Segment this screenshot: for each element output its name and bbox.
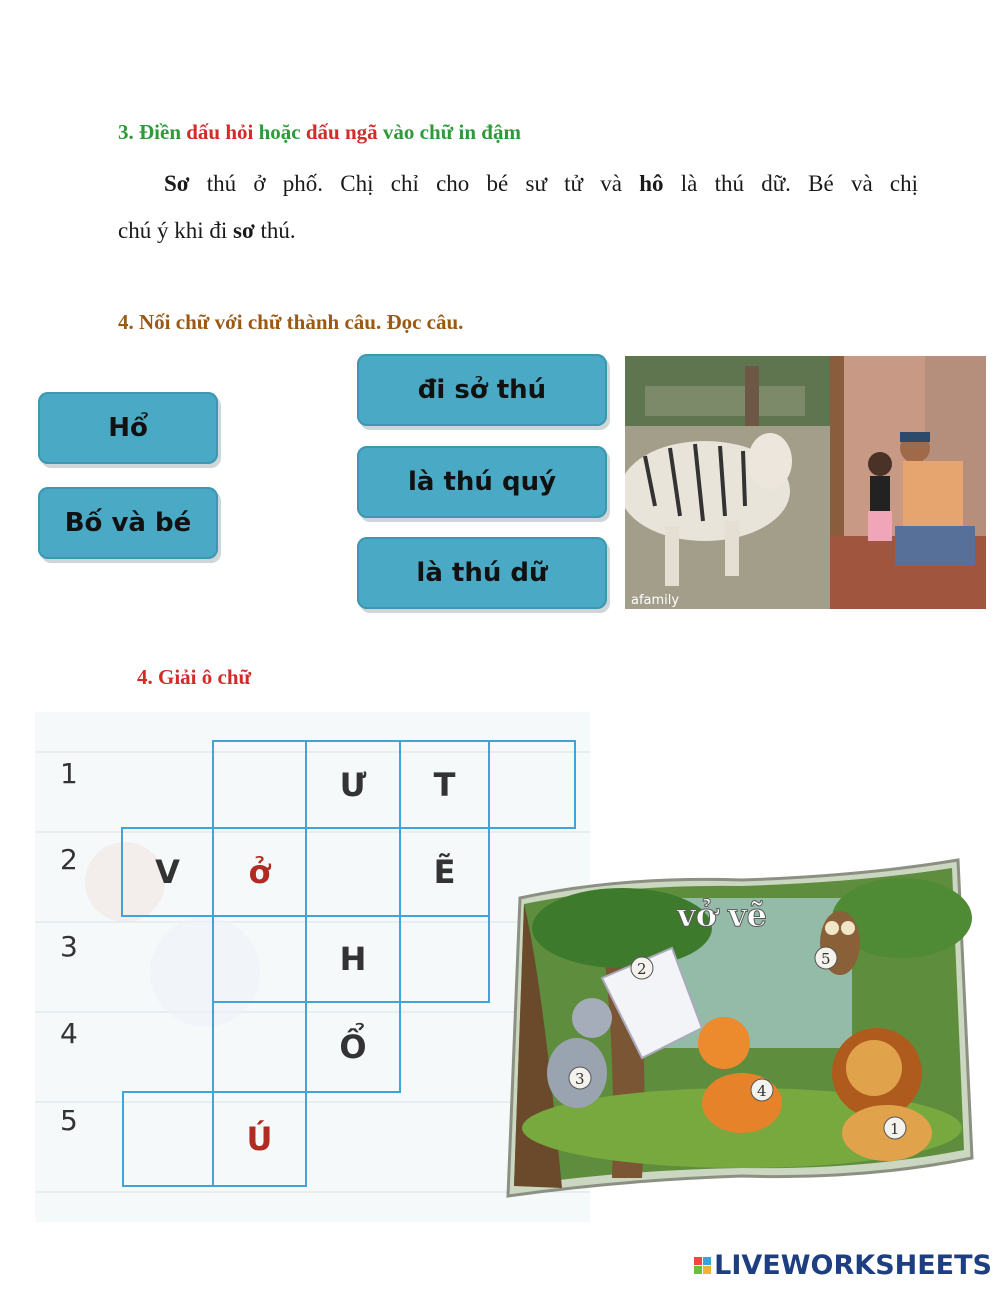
- bold-word[interactable]: Sơ: [164, 171, 190, 196]
- exercise-3-sentence-line2: [118, 208, 296, 254]
- plain-text: thú ở phố. Chị chỉ cho bé sư tử và: [189, 171, 640, 196]
- exercise-3-heading: [118, 120, 521, 145]
- marker-1: 1: [890, 1120, 900, 1138]
- zoo-photo: [625, 356, 986, 609]
- logo-blocks-icon: [694, 1257, 711, 1274]
- row-number-2: 2: [60, 843, 78, 876]
- exercise-4-heading: 4. Nối chữ với chữ thành câu. Đọc câu.: [118, 310, 464, 334]
- heading-part: dấu ngã: [305, 120, 378, 144]
- crossword-cell[interactable]: [212, 740, 307, 829]
- crossword-cell[interactable]: [212, 915, 307, 1003]
- heading-part: dấu hỏi: [186, 120, 254, 144]
- marker-4: 4: [757, 1082, 767, 1100]
- plain-text: chú ý khi đi: [118, 218, 233, 243]
- crossword-cell[interactable]: Ổ: [305, 1001, 401, 1093]
- heading-part: hoặc: [258, 120, 301, 144]
- marker-3: 3: [575, 1070, 585, 1088]
- exercise-3-sentence-line1: [118, 161, 918, 207]
- crossword-cell[interactable]: [122, 1091, 214, 1187]
- bold-word[interactable]: hô: [639, 171, 664, 196]
- tile-predicate-la-thu-du[interactable]: là thú dữ: [357, 537, 607, 609]
- crossword-cell[interactable]: Ẽ: [399, 827, 490, 917]
- row-number-3: 3: [60, 930, 78, 963]
- heading-part: vào chữ in đậm: [382, 120, 521, 144]
- notebook-illustration: [502, 858, 978, 1198]
- crossword-cell[interactable]: T: [399, 740, 490, 829]
- crossword-cell[interactable]: Ú: [212, 1091, 307, 1187]
- crossword-cell[interactable]: [305, 827, 401, 917]
- bold-word[interactable]: sơ: [233, 218, 255, 243]
- crossword-cell[interactable]: ở: [212, 827, 307, 917]
- crossword-heading: 4. Giải ô chữ: [137, 665, 252, 689]
- tile-subject-ho[interactable]: Hổ: [38, 392, 218, 464]
- logo-text: LIVEWORKSHEETS: [714, 1250, 992, 1281]
- heading-part: 3. Điền: [118, 120, 181, 144]
- crossword-cell[interactable]: V: [121, 827, 214, 917]
- tile-predicate-di-so-thu[interactable]: đi sở thú: [357, 354, 607, 426]
- crossword-cell[interactable]: H: [305, 915, 401, 1003]
- liveworksheets-logo: [694, 1250, 992, 1281]
- plain-text: thú.: [254, 218, 296, 243]
- row-number-1: 1: [60, 757, 78, 790]
- crossword-cell[interactable]: [488, 740, 576, 829]
- marker-5: 5: [821, 950, 831, 968]
- row-number-5: 5: [60, 1104, 78, 1137]
- notebook-title: vở vẽ: [677, 896, 768, 934]
- crossword-cell[interactable]: Ư: [305, 740, 401, 829]
- photo-watermark: afamily: [631, 593, 680, 608]
- tile-subject-bo-va-be[interactable]: Bố và bé: [38, 487, 218, 559]
- crossword-cell[interactable]: [399, 915, 490, 1003]
- crossword-cell[interactable]: [212, 1001, 307, 1093]
- tile-predicate-la-thu-quy[interactable]: là thú quý: [357, 446, 607, 518]
- marker-2: 2: [637, 960, 647, 978]
- plain-text: là thú dữ. Bé và chị: [663, 171, 919, 196]
- row-number-4: 4: [60, 1017, 78, 1050]
